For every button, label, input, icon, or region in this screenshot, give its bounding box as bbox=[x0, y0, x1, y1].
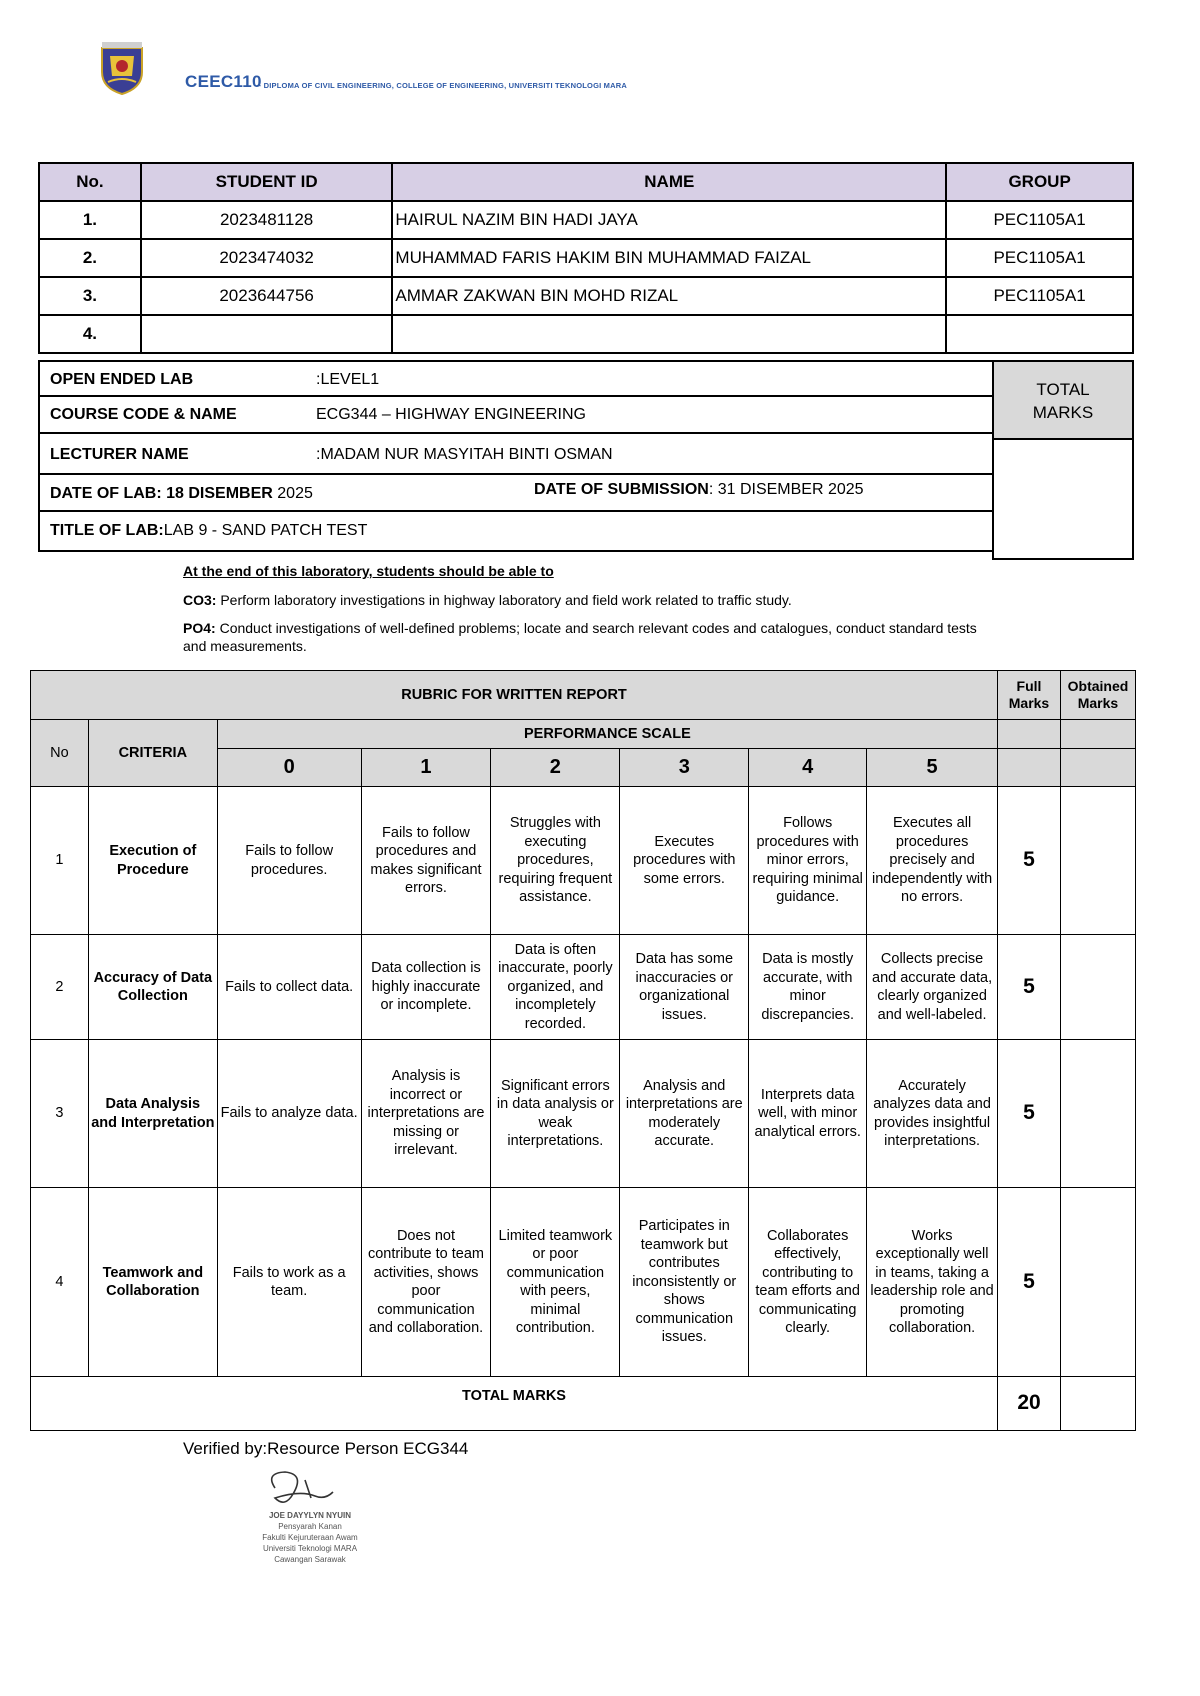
co3-outcome bbox=[183, 591, 1003, 609]
level-2-desc: Limited teamwork or poor communication with peers, minimal contribution. bbox=[491, 1188, 620, 1377]
scale-1: 1 bbox=[361, 749, 491, 787]
criteria-header: CRITERIA bbox=[88, 720, 217, 787]
full-marks: 5 bbox=[998, 787, 1061, 935]
obtained-marks[interactable] bbox=[1060, 1040, 1135, 1188]
student-id: 2023481128 bbox=[141, 201, 393, 239]
total-row bbox=[31, 1377, 1136, 1431]
lab-info bbox=[38, 360, 994, 552]
scale-3: 3 bbox=[620, 749, 749, 787]
level-1-desc: Fails to follow procedures and makes significant errors. bbox=[361, 787, 491, 935]
student-id: 2023474032 bbox=[141, 239, 393, 277]
stamp-line: Pensyarah Kanan bbox=[278, 1522, 342, 1531]
level-5-desc: Accurately analyzes data and provides insightful interpretations. bbox=[867, 1040, 998, 1188]
table-row bbox=[39, 201, 1133, 239]
level-5-desc: Collects precise and accurate data, clearly organized and well-labeled. bbox=[867, 935, 998, 1040]
criteria-name: Execution of Procedure bbox=[88, 787, 217, 935]
rubric-row bbox=[31, 935, 1136, 1040]
student-table-header bbox=[39, 163, 1133, 201]
criteria-no: 3 bbox=[31, 1040, 89, 1188]
obtained-spacer bbox=[1060, 720, 1135, 749]
course-row bbox=[38, 397, 994, 434]
level-0-desc: Fails to work as a team. bbox=[217, 1188, 361, 1377]
obtained-marks-header: Obtained Marks bbox=[1060, 671, 1135, 720]
performance-scale-header: PERFORMANCE SCALE bbox=[217, 720, 997, 749]
criteria-name: Teamwork and Collaboration bbox=[88, 1188, 217, 1377]
title-label: TITLE OF LAB: bbox=[50, 522, 164, 539]
header-student-id: STUDENT ID bbox=[141, 163, 393, 201]
table-row bbox=[39, 239, 1133, 277]
level-4-desc: Follows procedures with minor errors, requiring minimal guidance. bbox=[749, 787, 867, 935]
course-code: CEEC110 bbox=[185, 72, 262, 91]
student-name: AMMAR ZAKWAN BIN MOHD RIZAL bbox=[392, 277, 946, 315]
stamp-line: Universiti Teknologi MARA bbox=[262, 1544, 358, 1553]
scale-4: 4 bbox=[749, 749, 867, 787]
level-0-desc: Fails to analyze data. bbox=[217, 1040, 361, 1188]
signature-stamp bbox=[245, 1468, 375, 1578]
level-3-desc: Data has some inaccuracies or organizational issues. bbox=[620, 935, 749, 1040]
level-0-desc: Fails to follow procedures. bbox=[217, 787, 361, 935]
student-id bbox=[141, 315, 393, 353]
table-row bbox=[39, 277, 1133, 315]
total-obtained-marks[interactable] bbox=[1060, 1377, 1135, 1431]
criteria-name: Data Analysis and Interpretation bbox=[88, 1040, 217, 1188]
level-2-desc: Data is often inaccurate, poorly organized, and incompletely recorded. bbox=[491, 935, 620, 1040]
full-marks-header: Full Marks bbox=[998, 671, 1061, 720]
scale-2: 2 bbox=[491, 749, 620, 787]
level-5-desc: Executes all procedures precisely and independently with no errors. bbox=[867, 787, 998, 935]
full-marks-spacer bbox=[998, 749, 1061, 787]
course-label: COURSE CODE & NAME bbox=[50, 406, 237, 423]
total-marks-label: TOTAL MARKS bbox=[31, 1377, 998, 1431]
date-of-submission bbox=[534, 481, 864, 499]
obtained-marks[interactable] bbox=[1060, 935, 1135, 1040]
stamp-line: Cawangan Sarawak bbox=[274, 1555, 346, 1564]
level-2-desc: Significant errors in data analysis or weak interpretations. bbox=[491, 1040, 620, 1188]
performance-scale-row bbox=[31, 720, 1136, 749]
level-5-desc: Works exceptionally well in teams, taking a leadership role and promoting collaboration. bbox=[867, 1188, 998, 1377]
header-group: GROUP bbox=[946, 163, 1133, 201]
title-row bbox=[38, 512, 994, 552]
date-lab-year: 2025 bbox=[277, 485, 313, 502]
total-full-marks: 20 bbox=[998, 1377, 1061, 1431]
total-marks-box bbox=[992, 360, 1134, 560]
full-marks-spacer bbox=[998, 720, 1061, 749]
lecturer-row bbox=[38, 434, 994, 475]
student-group: PEC1105A1 bbox=[946, 201, 1133, 239]
criteria-no: 4 bbox=[31, 1188, 89, 1377]
level-1-desc: Analysis is incorrect or interpretations are missing or irrelevant. bbox=[361, 1040, 491, 1188]
header-no: No. bbox=[39, 163, 141, 201]
po4-text: Conduct investigations of well-defined problems; locate and search relevant codes and catalogues, conduct standard tests and measurements. bbox=[183, 620, 977, 654]
student-no: 2. bbox=[39, 239, 141, 277]
student-id: 2023644756 bbox=[141, 277, 393, 315]
po4-label: PO4: bbox=[183, 620, 216, 636]
level-2-desc: Struggles with executing procedures, requiring frequent assistance. bbox=[491, 787, 620, 935]
date-sub-label: DATE OF SUBMISSION bbox=[534, 481, 709, 498]
student-no: 1. bbox=[39, 201, 141, 239]
course-subtitle: – DIPLOMA OF CIVIL ENGINEERING, COLLEGE OF ENGINEERING, UNIVERSITI TEKNOLOGI MARA bbox=[257, 81, 627, 90]
no-header: No bbox=[31, 720, 89, 787]
lecturer-label: LECTURER NAME bbox=[50, 446, 189, 463]
co3-label: CO3: bbox=[183, 592, 217, 608]
po4-outcome bbox=[183, 619, 1003, 655]
student-no: 3. bbox=[39, 277, 141, 315]
full-marks: 5 bbox=[998, 1188, 1061, 1377]
level-3-desc: Participates in teamwork but contributes inconsistently or shows communication issues. bbox=[620, 1188, 749, 1377]
title-value: LAB 9 - SAND PATCH TEST bbox=[163, 522, 368, 539]
open-ended-label: OPEN ENDED LAB bbox=[50, 371, 194, 388]
total-marks-line1: TOTAL bbox=[1036, 380, 1090, 399]
stamp-line: JOE DAYYLYN NYUIN bbox=[268, 1511, 352, 1520]
date-lab-label: DATE OF LAB: 18 DISEMBER bbox=[50, 485, 273, 502]
total-marks-header bbox=[994, 362, 1132, 440]
level-4-desc: Interprets data well, with minor analytical errors. bbox=[749, 1040, 867, 1188]
rubric-title: RUBRIC FOR WRITTEN REPORT bbox=[31, 671, 998, 720]
date-row bbox=[38, 475, 994, 512]
student-name: MUHAMMAD FARIS HAKIM BIN MUHAMMAD FAIZAL bbox=[392, 239, 946, 277]
date-sub-value: : 31 DISEMBER 2025 bbox=[708, 481, 864, 498]
title-of-lab bbox=[50, 522, 367, 540]
rubric-table bbox=[30, 670, 1136, 1431]
obtained-marks[interactable] bbox=[1060, 787, 1135, 935]
criteria-no: 2 bbox=[31, 935, 89, 1040]
student-group: PEC1105A1 bbox=[946, 239, 1133, 277]
verified-by bbox=[183, 1439, 468, 1459]
rubric-row bbox=[31, 1188, 1136, 1377]
verified-value: Resource Person ECG344 bbox=[267, 1439, 469, 1458]
total-marks-line2: MARKS bbox=[1032, 403, 1094, 422]
obtained-marks[interactable] bbox=[1060, 1188, 1135, 1377]
scale-0: 0 bbox=[217, 749, 361, 787]
open-ended-value: :LEVEL1 bbox=[316, 371, 380, 388]
rubric-row bbox=[31, 1040, 1136, 1188]
lecturer-value: :MADAM NUR MASYITAH BINTI OSMAN bbox=[316, 446, 613, 463]
full-marks: 5 bbox=[998, 935, 1061, 1040]
co3-text: Perform laboratory investigations in highway laboratory and field work related to traffic study. bbox=[220, 592, 792, 608]
obtained-spacer bbox=[1060, 749, 1135, 787]
rubric-row bbox=[31, 787, 1136, 935]
student-table bbox=[38, 162, 1134, 354]
level-4-desc: Collaborates effectively, contributing to team efforts and communicating clearly. bbox=[749, 1188, 867, 1377]
level-4-desc: Data is mostly accurate, with minor discrepancies. bbox=[749, 935, 867, 1040]
criteria-name: Accuracy of Data Collection bbox=[88, 935, 217, 1040]
date-of-lab bbox=[50, 485, 313, 503]
student-no: 4. bbox=[39, 315, 141, 353]
level-3-desc: Executes procedures with some errors. bbox=[620, 787, 749, 935]
student-name: HAIRUL NAZIM BIN HADI JAYA bbox=[392, 201, 946, 239]
level-1-desc: Data collection is highly inaccurate or incomplete. bbox=[361, 935, 491, 1040]
header-name: NAME bbox=[392, 163, 946, 201]
learning-outcomes bbox=[183, 563, 1003, 665]
level-0-desc: Fails to collect data. bbox=[217, 935, 361, 1040]
student-group bbox=[946, 315, 1133, 353]
course-value: ECG344 – HIGHWAY ENGINEERING bbox=[316, 406, 586, 423]
open-ended-row bbox=[38, 360, 994, 397]
full-marks: 5 bbox=[998, 1040, 1061, 1188]
table-row bbox=[39, 315, 1133, 353]
level-3-desc: Analysis and interpretations are moderately accurate. bbox=[620, 1040, 749, 1188]
criteria-no: 1 bbox=[31, 787, 89, 935]
student-group: PEC1105A1 bbox=[946, 277, 1133, 315]
uitm-crest-icon bbox=[98, 42, 146, 96]
student-name bbox=[392, 315, 946, 353]
rubric-title-row bbox=[31, 671, 1136, 720]
stamp-line: Fakulti Kejuruteraan Awam bbox=[262, 1533, 358, 1542]
outcomes-heading: At the end of this laboratory, students should be able to bbox=[183, 563, 554, 579]
verified-label: Verified by: bbox=[183, 1439, 268, 1458]
scale-5: 5 bbox=[867, 749, 998, 787]
level-1-desc: Does not contribute to team activities, shows poor communication and collaboration. bbox=[361, 1188, 491, 1377]
